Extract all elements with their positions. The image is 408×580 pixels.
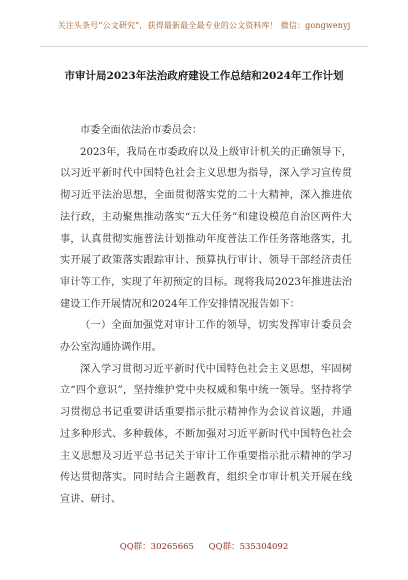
qq-group-2: QQ群：535304092 xyxy=(208,542,289,552)
qq-group-1: QQ群：30265665 xyxy=(119,542,194,552)
document-body xyxy=(60,120,352,511)
contact-footer xyxy=(40,540,368,552)
paragraph: （一）全面加强党对审计工作的领导，切实发挥审计委员会办公室沟通协调作用。 xyxy=(60,320,352,354)
document-title: 市审计局2023年法治政府建设工作总结和2024年工作计划 xyxy=(64,70,344,82)
paragraph: 深入学习贯彻习近平新时代中国特色社会主义思想，牢固树立“四个意识”，坚持维护党中央权威和集中统一领导。坚持将学习贯彻总书记重要讲话重要指示批示精神作为会议首议题，并通过多种形式、多种载体，不断加强对习近平新时代中国特色社会主义思想及习近平总书记关于审计工作重要指示批示精神的学习传达贯彻落实。同时结合主题教育，组织全市审计机关开展在线宣讲、研讨、 xyxy=(60,363,352,505)
salutation: 市委全面依法治市委员会： xyxy=(80,125,203,136)
header-divider xyxy=(40,46,368,47)
promo-header: 关注头条号“公文研究”，获得最新最全最专业的公文资料库！ 微信：gongwenyj xyxy=(57,21,351,30)
paragraph: 2023年，我局在市委政府以及上级审计机关的正确领导下，以习近平新时代中国特色社会主义思想为指导，深入学习宣传贯彻习近平法治思想，全面贯彻落实党的二十大精神，深入推进依法行政，主动聚焦推动落实“五大任务”和建设模范自治区两件大事，认真贯彻实施普法计划推动年度普法工作任务落地落实，扎实开展了政策落实跟踪审计、预算执行审计、领导干部经济责任审计等工作，实现了年初预定的目标。现将我局2023年推进法治建设工作开展情况和2024年工作安排情况报告如下： xyxy=(60,146,352,310)
